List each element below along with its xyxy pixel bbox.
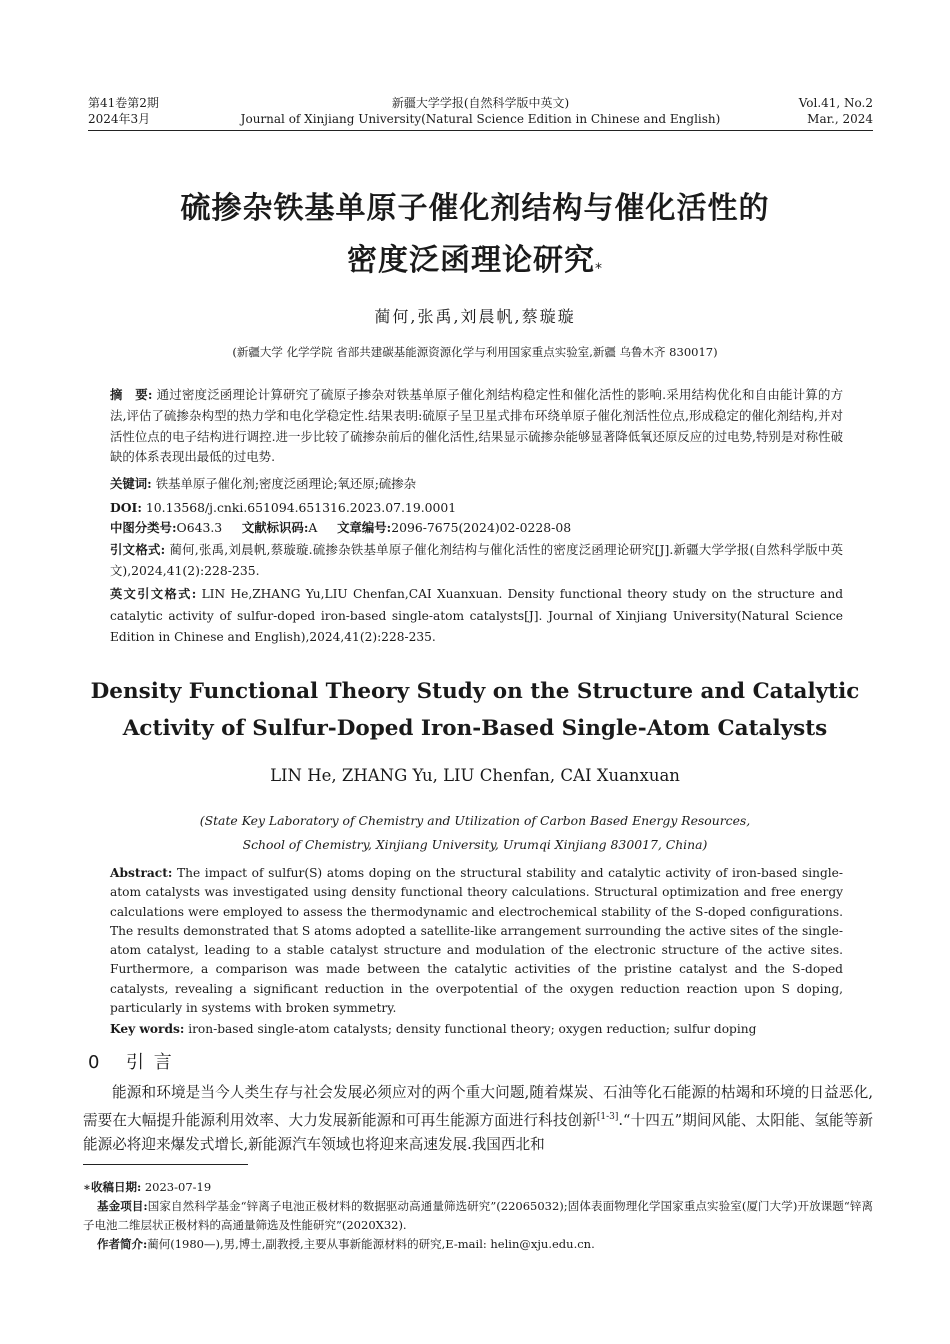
reference-citation[interactable]: [1-3] [596, 1112, 619, 1123]
header-volume-info: 第41卷第2期 2024年3月 [88, 96, 159, 126]
footnote-author-bio: 作者简介:蔺何(1980—),男,博士,副教授,主要从事新能源材料的研究,E-mail: helin@xju.edu.cn. [97, 1237, 595, 1251]
header-volume-info-en: Vol.41, No.2 Mar., 2024 [798, 96, 873, 126]
classification-info: 中图分类号:O643.3 文献标识码:A 文章编号:2096-7675(2024)02-0228-08 [110, 520, 572, 535]
english-affiliation: (State Key Laboratory of Chemistry and Utilization of Carbon Based Energy Resources, School of Chemistry, Xinjiang University, Urumqi Xinjiang 830017, China) [199, 813, 751, 852]
header-rule [88, 130, 873, 131]
chinese-affiliation: (新疆大学 化学学院 省部共建碳基能源资源化学与利用国家重点实验室,新疆 乌鲁木齐 830017) [232, 345, 718, 359]
doi: DOI: 10.13568/j.cnki.651094.651316.2023.07.19.0001 [110, 500, 457, 515]
english-authors: LIN He, ZHANG Yu, LIU Chenfan, CAI Xuanxuan [270, 766, 680, 785]
footnote-funding: 基金项目:国家自然科学基金“锌离子电池正极材料的数据驱动高通量筛选研究”(22065032);固体表面物理化学国家重点实验室(厦门大学)开放课题“锌离子电池二维层状正极材料的高通量筛选及性能研究”(2020X32). [83, 1199, 873, 1232]
abstract-label: 摘 要: [110, 387, 153, 402]
header-journal-name: 新疆大学学报(自然科学版中英文) Journal of Xinjiang University(Natural Science Edition in Chinese and English) [240, 96, 721, 126]
doi-link[interactable]: 10.13568/j.cnki.651094.651316.2023.07.19.0001 [145, 500, 457, 515]
footnotes [83, 1178, 873, 1254]
running-header [88, 95, 873, 131]
english-abstract: Abstract: The impact of sulfur(S) atoms doping on the structural stability and catalytic activity of iron-based single-atom catalysts was investigated using density functional theory calculations. Structural optimization and free energy calculations were employed to assess the thermodynamic and electrochemical stability of the S-doped configurations. The results demonstrated that S atoms adopted a satellite-like arrangement surrounding the active sites of the single-atom catalyst, leading to a stable catalyst structure and modulation of the electronic structure of the active sites. Furthermore, a comparison was made between the catalytic activities of the pristine catalyst and the S-doped catalysts, revealing a significant reduction in the overpotential of the oxygen reduction reaction upon S doping, particularly in systems with broken symmetry. [110, 866, 843, 1016]
title-footnote-mark: * [595, 261, 603, 277]
chinese-abstract [110, 385, 843, 468]
introduction-paragraph: 能源和环境是当今人类生存与社会发展必须应对的两个重大问题,随着煤炭、石油等化石能源的枯竭和环境的日益恶化,需要在大幅提升能源利用效率、大力发展新能源和可再生能源方面进行科技创新[1-3].“十四五”期间风能、太阳能、氢能等新能源必将迎来爆发式增长,新能源汽车领域也将迎来高速发展.我国西北和 [83, 1084, 873, 1154]
section-heading-introduction: 0 引 言 [88, 1052, 174, 1073]
abstract-text: 通过密度泛函理论计算研究了硫原子掺杂对铁基单原子催化剂结构稳定性和催化活性的影响.采用结构优化和自由能计算的方法,评估了硫掺杂构型的热力学和电化学稳定性.结果表明:硫原子呈卫星式排布环绕单原子催化剂活性位点,形成稳定的催化剂结构,并对活性位点的电子结构进行调控.进一步比较了硫掺杂前后的催化活性,结果显示硫掺杂能够显著降低氧还原反应的过电势,特别是对称性破缺的体系表现出最低的过电势. [110, 387, 843, 465]
footnote-rule [83, 1164, 248, 1165]
chinese-citation: 引文格式: 蔺何,张禹,刘晨帆,蔡璇璇.硫掺杂铁基单原子催化剂结构与催化活性的密度泛函理论研究[J].新疆大学学报(自然科学版中英文),2024,41(2):228-235. [110, 542, 843, 578]
footnote-received: ∗收稿日期: 2023-07-19 [83, 1180, 212, 1194]
chinese-title: 硫掺杂铁基单原子催化剂结构与催化活性的 密度泛函理论研究* [180, 191, 770, 278]
chinese-keywords: 关键词: 铁基单原子催化剂;密度泛函理论;氧还原;硫掺杂 [110, 476, 417, 491]
english-keywords: Key words: iron-based single-atom catalysts; density functional theory; oxygen reduction; sulfur doping [110, 1022, 757, 1036]
chinese-authors: 蔺何,张禹,刘晨帆,蔡璇璇 [374, 307, 576, 326]
english-citation: 英文引文格式: LIN He,ZHANG Yu,LIU Chenfan,CAI Xuanxuan. Density functional theory study on the structure and catalytic activity of sulfur-doped iron-based single-atom catalysts[J]. Journal of Xinjiang University(Natural Science Edition in Chinese and English),2024,41(2):228-235. [110, 587, 844, 644]
english-title: Density Functional Theory Study on the Structure and Catalytic Activity of Sulfur-Doped Iron-Based Single-Atom Catalysts [90, 679, 860, 741]
